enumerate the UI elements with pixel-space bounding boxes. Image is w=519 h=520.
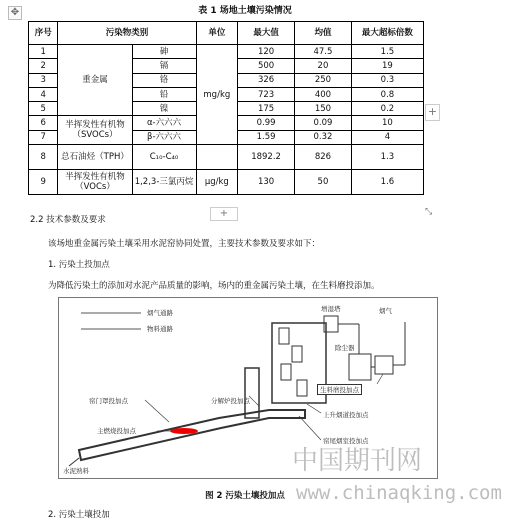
label-riser: 上升烟道投加点 — [323, 411, 369, 419]
paragraph: 该场地重金属污染土壤采用水泥窑协同处置，主要技术参数及要求如下： — [48, 239, 321, 249]
table-row — [29, 45, 424, 59]
burner-flame — [170, 428, 198, 434]
cell-ratio: 0.8 — [351, 87, 423, 101]
cell-item: α-六六六 — [132, 116, 196, 130]
cell-group: 重金属 — [58, 45, 132, 116]
legend-gas-label: 烟气通路 — [147, 309, 173, 317]
cell-avg: 20 — [295, 59, 352, 73]
cell-ratio: 0.2 — [351, 102, 423, 116]
cell-avg: 0.09 — [295, 116, 352, 130]
table-row — [29, 170, 424, 195]
cell-item: 砷 — [132, 45, 196, 59]
cell-no: 5 — [29, 102, 58, 116]
cell-group: 半挥发性有机物（VOCs） — [58, 170, 132, 195]
raw-mill-box — [375, 356, 393, 374]
label-kiln-door: 窑门罩投加点 — [89, 397, 128, 405]
cell-max: 130 — [238, 170, 295, 195]
cell-avg: 47.5 — [295, 45, 352, 59]
cell-avg: 826 — [295, 145, 352, 170]
header-avg: 均值 — [295, 22, 352, 45]
label-raw-mill: 生料磨投加点 — [317, 384, 362, 395]
cell-ratio: 1.6 — [351, 170, 423, 195]
label-kiln-tail: 窑尾烟室投加点 — [323, 437, 369, 445]
cell-max: 326 — [238, 73, 295, 87]
cell-max: 175 — [238, 102, 295, 116]
cell-group: 半挥发性有机物（SVOCs） — [58, 116, 132, 145]
cell-avg: 0.32 — [295, 130, 352, 144]
cell-item: 铬 — [132, 73, 196, 87]
cell-no: 9 — [29, 170, 58, 195]
cell-no: 6 — [29, 116, 58, 130]
cell-item: 铅 — [132, 87, 196, 101]
cell-unit: μg/kg — [196, 170, 238, 195]
cell-max: 1.59 — [238, 130, 295, 144]
cell-avg: 400 — [295, 87, 352, 101]
cell-ratio: 1.3 — [351, 145, 423, 170]
cell-no: 3 — [29, 73, 58, 87]
add-row-button[interactable]: + — [210, 207, 238, 221]
cell-avg: 50 — [295, 170, 352, 195]
cell-ratio: 0.3 — [351, 73, 423, 87]
cell-avg: 150 — [295, 102, 352, 116]
cell-item: 镍 — [132, 102, 196, 116]
cell-max: 120 — [238, 45, 295, 59]
rotary-kiln — [79, 410, 305, 460]
cell-no: 7 — [29, 130, 58, 144]
cyclone — [279, 328, 289, 344]
cell-group: 总石油烃（TPH） — [58, 145, 132, 170]
header-category: 污染物类别 — [58, 22, 196, 45]
cyclone — [297, 380, 307, 396]
paragraph: 为降低污染土的添加对水泥产品质量的影响，场内的重金属污染土壤，在生料磨投添加。 — [48, 281, 380, 291]
cell-unit: mg/kg — [196, 45, 238, 145]
label-exhaust-tower: 增湿塔 — [321, 305, 341, 313]
calciner — [245, 368, 259, 418]
dust-collector — [349, 354, 371, 380]
cell-no: 1 — [29, 45, 58, 59]
cell-ratio: 4 — [351, 130, 423, 144]
pollution-table — [28, 21, 424, 195]
label-calciner: 分解炉投加点 — [211, 397, 250, 405]
cell-max: 0.99 — [238, 116, 295, 130]
cell-item: C₁₀-C₄₀ — [132, 145, 196, 170]
add-column-button[interactable]: + — [425, 104, 440, 121]
label-dust-collector: 除尘器 — [335, 344, 355, 352]
cell-unit — [196, 145, 238, 170]
watermark-cn: 中国期刊网 — [292, 446, 423, 476]
cell-item: β-六六六 — [132, 130, 196, 144]
section-heading: 2.2 技术参数及要求 — [30, 215, 106, 225]
cyclone — [292, 346, 302, 362]
list-item-heading: 2. 污染土壤投加 — [48, 510, 110, 520]
table-move-handle[interactable]: ✥ — [8, 6, 22, 20]
table-title: 表 1 场地土壤污染情况 — [198, 6, 292, 16]
cell-no: 2 — [29, 59, 58, 73]
label-flue-gas: 烟气 — [379, 307, 392, 315]
header-max: 最大值 — [238, 22, 295, 45]
cyclone — [281, 364, 291, 380]
header-ratio: 最大超标倍数 — [351, 22, 423, 45]
cell-max: 723 — [238, 87, 295, 101]
list-item-heading: 1. 污染土投加点 — [48, 260, 110, 270]
header-unit: 单位 — [196, 22, 238, 45]
table-row — [29, 145, 424, 170]
label-clinker: 水泥熟料 — [63, 467, 89, 475]
figure-caption: 图 2 污染土壤投加点 — [205, 491, 285, 501]
cell-no: 4 — [29, 87, 58, 101]
cell-no: 8 — [29, 145, 58, 170]
label-main-burner: 主燃烧投加点 — [97, 427, 136, 435]
cell-ratio: 1.5 — [351, 45, 423, 59]
cell-ratio: 10 — [351, 116, 423, 130]
cell-max: 500 — [238, 59, 295, 73]
cell-avg: 250 — [295, 73, 352, 87]
cell-item: 镉 — [132, 59, 196, 73]
watermark-url: www.chinaqking.com — [296, 482, 502, 504]
cell-max: 1892.2 — [238, 145, 295, 170]
cell-item: 1,2,3-三氯丙烷 — [132, 170, 196, 195]
table-resize-handle[interactable]: ⤡ — [425, 207, 433, 217]
cell-ratio: 19 — [351, 59, 423, 73]
legend-material-label: 物料通路 — [147, 325, 173, 333]
header-no: 序号 — [29, 22, 58, 45]
